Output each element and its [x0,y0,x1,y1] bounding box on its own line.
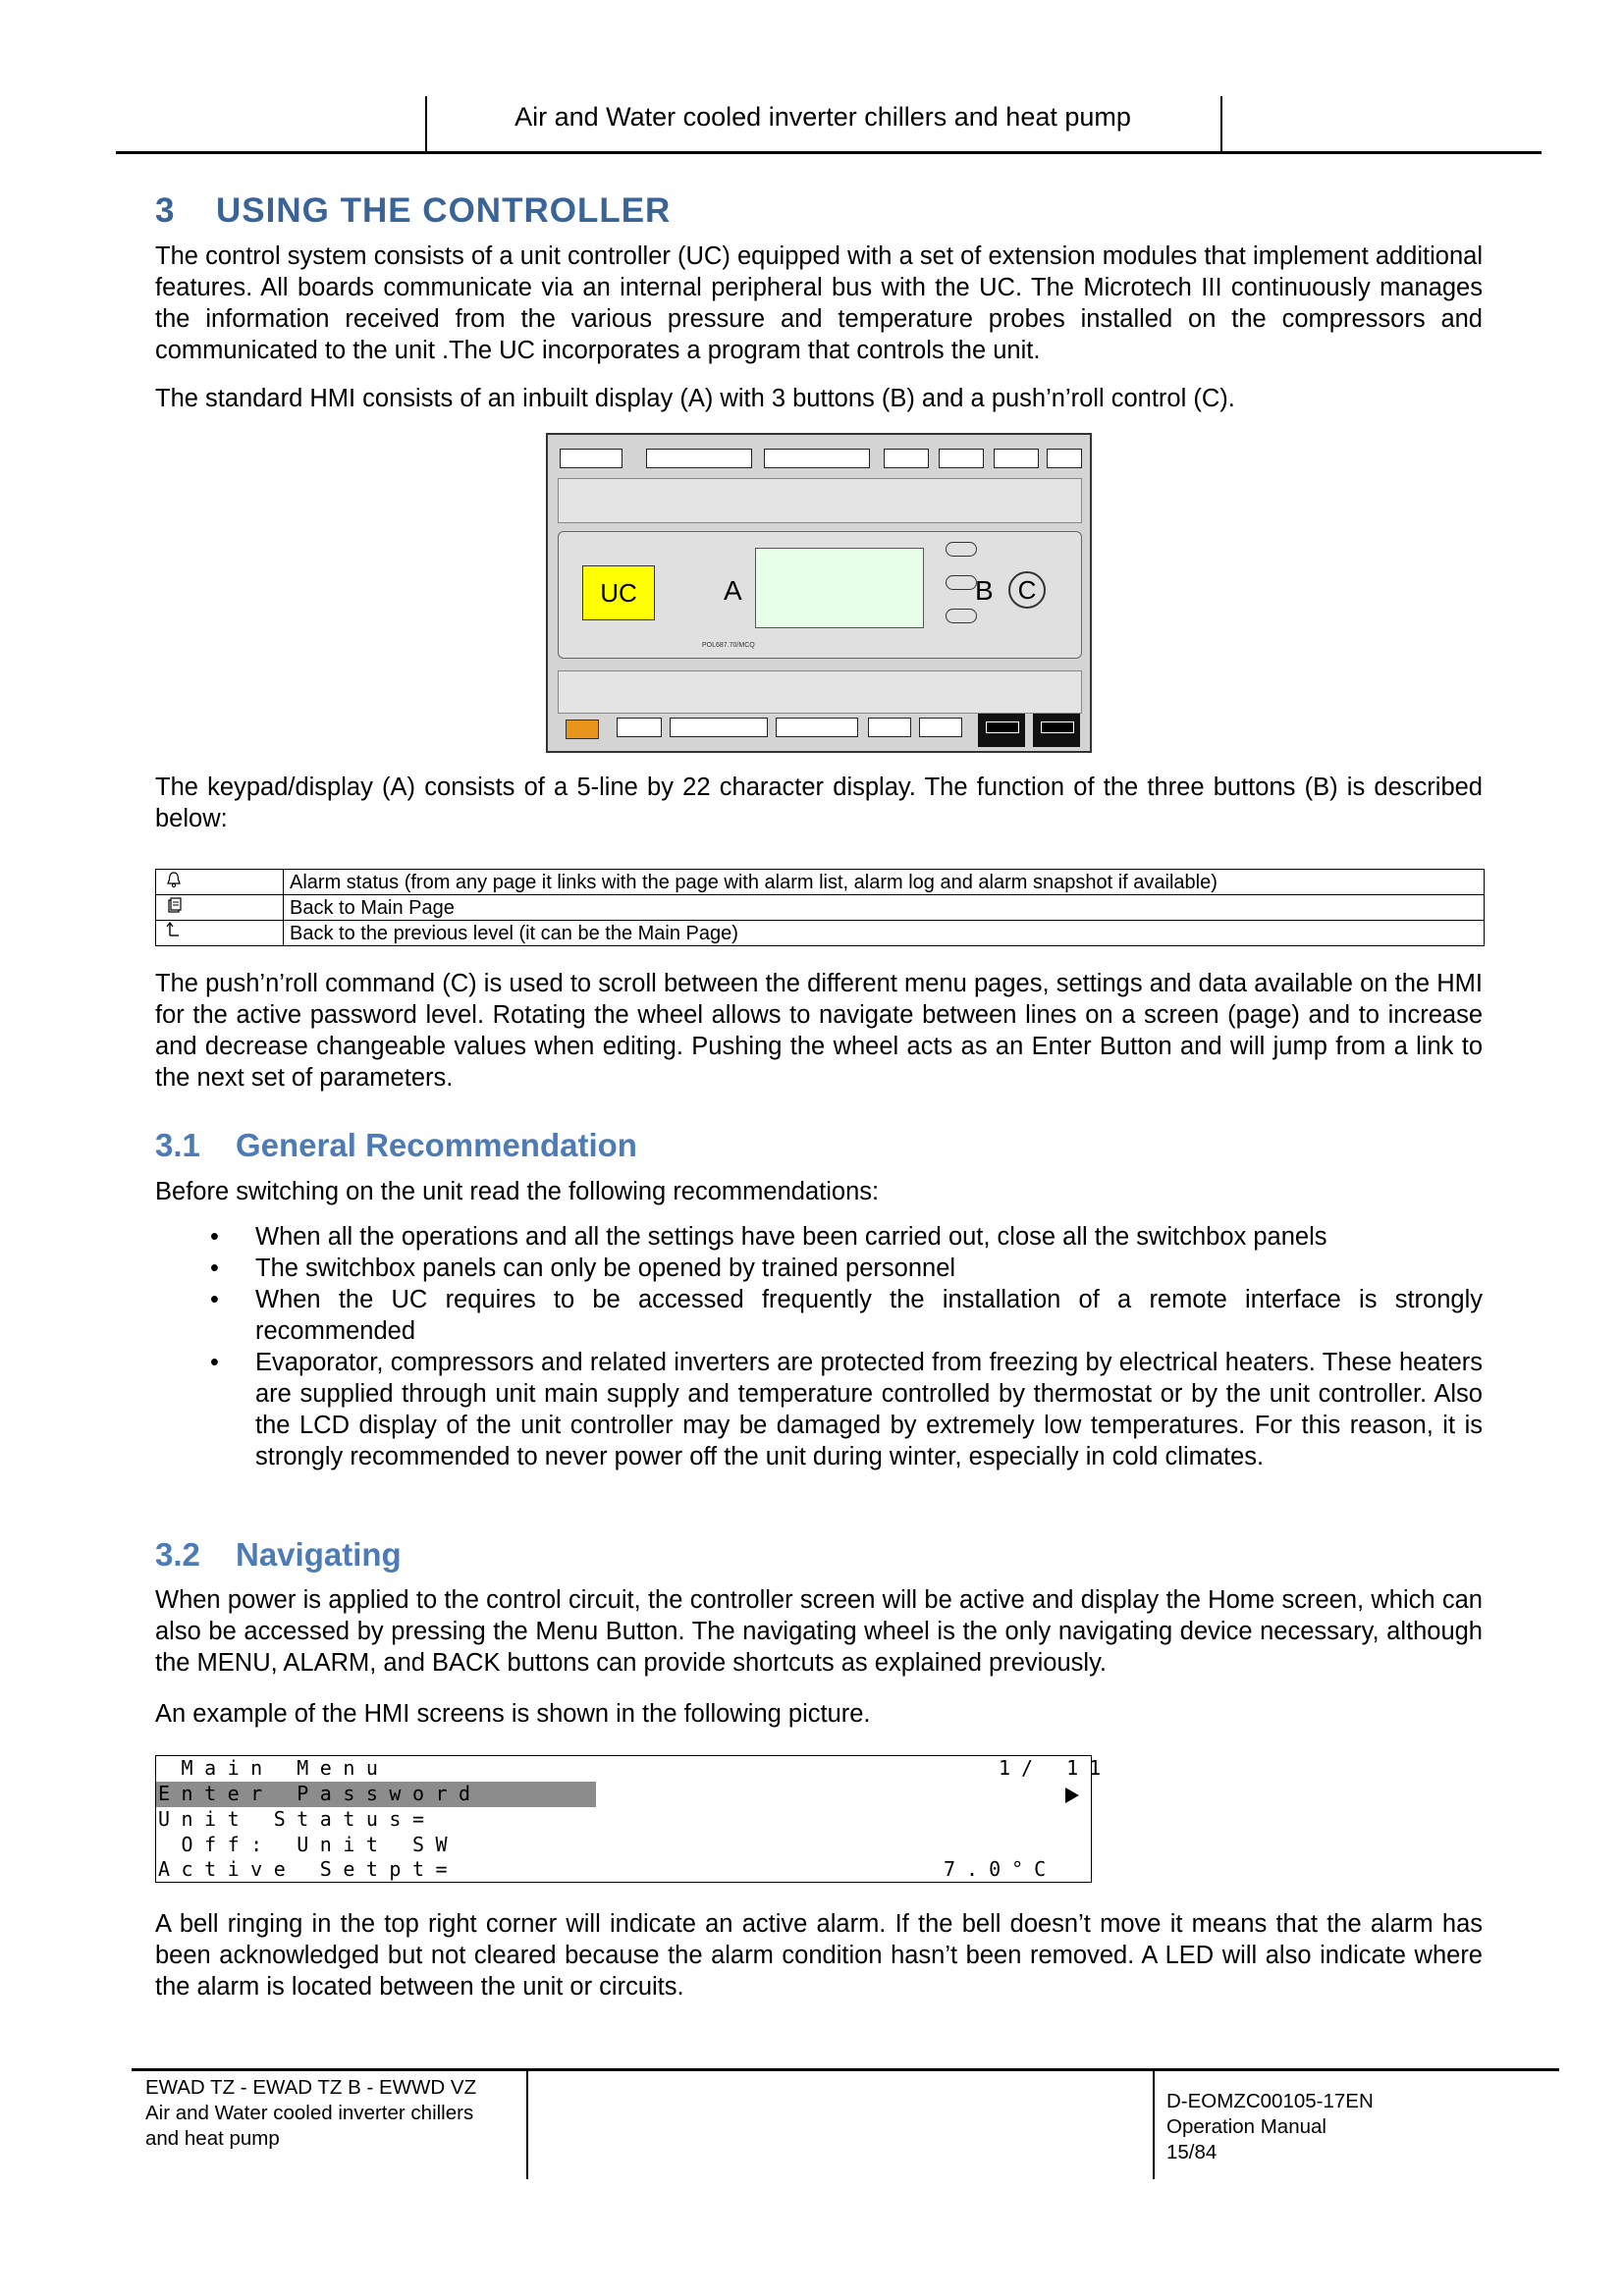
menu-button[interactable] [946,575,977,590]
paragraph-hmi-example: An example of the HMI screens is shown in the following picture. [155,1700,871,1728]
buttons-label: B [975,575,994,606]
section-title: USING THE CONTROLLER [216,191,672,230]
paragraph-keypad-display: The keypad/display (A) consists of a 5-line by 22 character display. The function of the three buttons (B) is described below: [155,774,1483,832]
footer-divider-left [526,2069,528,2179]
ethernet-port-icon [1033,714,1080,747]
hmi-line-4: Off: Unit SW [158,1833,460,1856]
header-rule [116,151,1542,154]
buttons-table [155,869,1485,946]
bottom-connector [868,718,911,737]
power-connector [566,720,599,739]
footer-right-block [1166,2089,1374,2165]
lcd-display [755,548,924,628]
list-item: • The switchbox panels can only be opened by trained personnel [155,1253,1483,1284]
back-arrow-icon [166,922,182,939]
top-connector [560,449,623,468]
section-title: Navigating [236,1536,402,1573]
header-title: Air and Water cooled inverter chillers and heat pump [514,102,1131,132]
bottom-connector [776,718,858,737]
section-number: 3.1 [155,1127,200,1163]
top-connector [764,449,870,468]
footer-doc-code: D-EOMZC00105-17EN [1166,2090,1374,2112]
header-divider-right [1220,96,1222,153]
top-connector [939,449,984,468]
paragraph-bell-alarm: A bell ringing in the top right corner will indicate an active alarm. If the bell doesn’t move it means that the alarm has been acknowledged but not cleared because the alarm condition hasn’t been removed. A LED will also indicate where the alarm is located between the unit or circuits. [155,1910,1483,2001]
top-connector [884,449,929,468]
table-cell-icon [156,870,284,895]
footer-rule [132,2068,1559,2071]
play-triangle-icon [1065,1788,1079,1803]
hmi-screen-example [155,1755,1112,1883]
top-connector [994,449,1039,468]
hmi-line-3: Unit Status= [158,1807,436,1831]
table-row [156,895,1485,921]
model-label: POL687.70/MCQ [702,642,755,649]
section-heading [155,1127,637,1164]
paragraph-control-system: The control system consists of a unit controller (UC) equipped with a set of extension modules that implement additional features. All boards communicate via an internal peripheral bus with the UC. The Microtech III continuously manages the information received from the various pressure and temperature probes installed on the compressors and communicated to the unit .The UC incorporates a program that controls the unit. [155,242,1483,364]
table-cell-description: Alarm status (from any page it links with the page with alarm list, alarm log and alarm snapshot if available) [284,870,1485,895]
footer-page-number: 15/84 [1166,2141,1218,2163]
footer-doc-type: Operation Manual [1166,2115,1326,2138]
top-connector [646,449,752,468]
list-item: • When the UC requires to be accessed frequently the installation of a remote interface is strongly recommended [155,1284,1483,1347]
footer-desc-line: and heat pump [145,2127,280,2150]
footer-left-block [145,2075,476,2152]
hmi-page-counter: 1/ 11 [999,1756,1112,1780]
hmi-setpoint-value: 7.0°C [944,1857,1057,1881]
push-n-roll-wheel[interactable]: C [1008,571,1046,609]
hmi-line-5: Active Setpt= [158,1857,460,1881]
bottom-connector [919,718,962,737]
ethernet-port-icon [978,714,1025,747]
section-heading [155,191,671,231]
section-heading [155,1536,402,1574]
bottom-connector [617,718,662,737]
top-connector [1047,449,1082,468]
menu-icon [166,896,182,914]
footer-divider-right [1153,2069,1155,2179]
table-row [156,870,1485,895]
table-cell-description: Back to the previous level (it can be the Main Page) [284,921,1485,946]
terminal-strip-bottom [558,670,1082,714]
uc-label: UC [582,565,655,620]
section-number: 3 [155,191,176,230]
paragraph-push-n-roll: The push’n’roll command (C) is used to scroll between the different menu pages, settings and data available on the HMI for the active password level. Rotating the wheel allows to navigate between lines on a screen (page) and to increase and decrease changeable values when editing. Pushing the wheel acts as an Enter Button and will jump from a link to the next set of parameters. [155,970,1483,1092]
bottom-connector [670,718,768,737]
table-cell-icon [156,895,284,921]
section-number: 3.2 [155,1536,200,1573]
table-cell-icon [156,921,284,946]
hmi-panel [558,531,1082,659]
recommendations-list [155,1221,1483,1472]
list-item: • When all the operations and all the settings have been carried out, close all the switchbox panels [155,1221,1483,1253]
footer-model-line: EWAD TZ - EWAD TZ B - EWWD VZ [145,2076,477,2099]
back-button[interactable] [946,609,977,623]
paragraph-navigating: When power is applied to the control circuit, the controller screen will be active and display the Home screen, which can also be accessed by pressing the Menu Button. The navigating wheel is the only navigating device necessary, although the MENU, ALARM, and BACK buttons can provide shortcuts as explained previously. [155,1586,1483,1677]
table-cell-description: Back to Main Page [284,895,1485,921]
list-item: • Evaporator, compressors and related inverters are protected from freezing by electrical heaters. These heaters are supplied through unit main supply and temperature controlled by thermostat or by the unit controller. Also the LCD display of the unit controller may be damaged by extremely low temperatures. For this reason, it is strongly recommended to never power off the unit during winter, especially in cold climates. [155,1347,1483,1472]
alarm-button[interactable] [946,542,977,557]
display-label: A [724,575,742,606]
hmi-line-1: Main Menu [158,1756,390,1780]
bell-icon [166,871,182,888]
section-title: General Recommendation [236,1127,637,1163]
controller-figure [546,433,1092,753]
paragraph-before-switching: Before switching on the unit read the following recommendations: [155,1178,880,1205]
hmi-line-2: Enter Password [158,1782,482,1805]
terminal-strip-top [558,478,1082,523]
paragraph-standard-hmi: The standard HMI consists of an inbuilt display (A) with 3 buttons (B) and a push’n’roll control (C). [155,385,1235,412]
footer-desc-line: Air and Water cooled inverter chillers [145,2102,474,2124]
table-row [156,921,1485,946]
